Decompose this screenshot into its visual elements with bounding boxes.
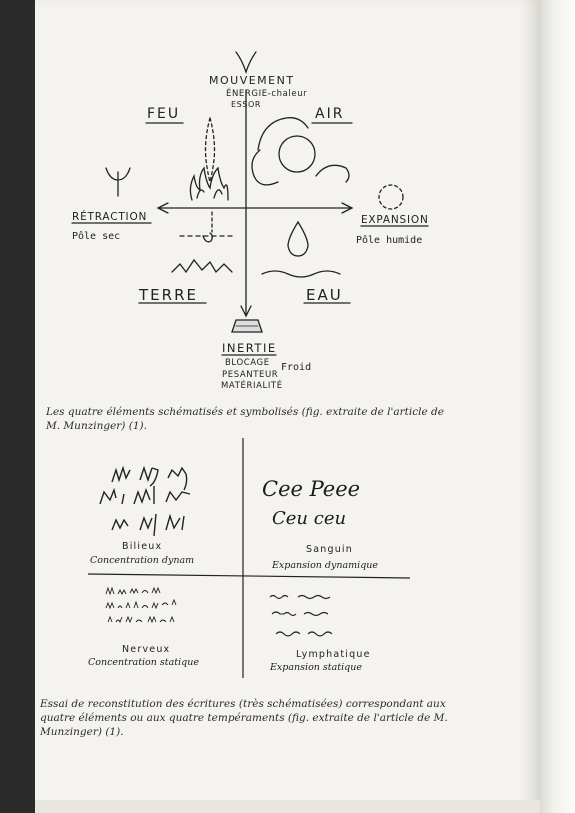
- sun-circle-icon: [279, 136, 315, 172]
- label-materialite: MATÉRIALITÉ: [221, 381, 283, 391]
- label-energie: ÉNERGIE-chaleur: [226, 89, 308, 99]
- label-sanguin: Sanguin: [306, 544, 353, 555]
- sanguin-writing-sample-1: Cee Peee: [262, 477, 361, 501]
- label-air: AIR: [315, 106, 345, 122]
- water-drop-icon: [288, 222, 308, 256]
- label-feu: FEU: [147, 106, 181, 122]
- label-retraction: RÉTRACTION: [72, 211, 148, 223]
- air-curl-icon: [316, 165, 349, 182]
- label-lymphatique-desc: Expansion statique: [270, 662, 362, 673]
- label-pole-humide: Pôle humide: [356, 235, 423, 246]
- label-pole-sec: Pôle sec: [72, 231, 121, 242]
- label-eau: EAU: [306, 286, 343, 304]
- label-essor: ESSOR: [231, 100, 262, 109]
- chevron-down-icon: [236, 52, 256, 72]
- label-inertie: INERTIE: [222, 341, 277, 355]
- label-sanguin-desc: Expansion dynamique: [272, 560, 379, 571]
- mountain-icon: [172, 260, 232, 272]
- label-lymphatique: Lymphatique: [296, 649, 371, 660]
- sanguin-writing-sample-2: Ceu ceu: [272, 508, 347, 529]
- figure-caption-1: Les quatre éléments schématisés et symbolisés (fig. extraite de l'article de M. Munzinger) (1).: [46, 406, 444, 432]
- grid-horizontal-line: [88, 574, 410, 578]
- label-mouvement: MOUVEMENT: [209, 74, 295, 87]
- flame-icon: [190, 118, 228, 200]
- nerveux-writing-sample: [106, 588, 176, 622]
- drop-small-icon: [203, 233, 212, 242]
- figure-caption-2: Essai de reconstitution des écritures (très schématisées) correspondant aux quatre éléments ou aux quatre tempéraments (fig. extraite de l'article de M. Munzinger) (1).: [40, 698, 448, 738]
- label-nerveux-desc: Concentration statique: [88, 657, 199, 668]
- wave-icon: [262, 271, 340, 277]
- label-bilieux: Bilieux: [122, 541, 163, 552]
- trident-icon: [106, 168, 130, 196]
- label-nerveux: Nerveux: [122, 644, 171, 655]
- label-terre: TERRE: [139, 286, 198, 304]
- lymphatique-writing-sample: [270, 596, 332, 637]
- bilieux-writing-sample: [100, 468, 190, 536]
- label-expansion: EXPANSION: [361, 214, 429, 226]
- label-froid: Froid: [281, 362, 312, 373]
- wind-curl-icon: [258, 118, 308, 150]
- label-pesanteur: PESANTEUR: [222, 370, 279, 380]
- label-bilieux-desc: Concentration dynam: [90, 555, 195, 566]
- label-blocage: BLOCAGE: [225, 358, 270, 368]
- dotted-circle-icon: [379, 185, 403, 209]
